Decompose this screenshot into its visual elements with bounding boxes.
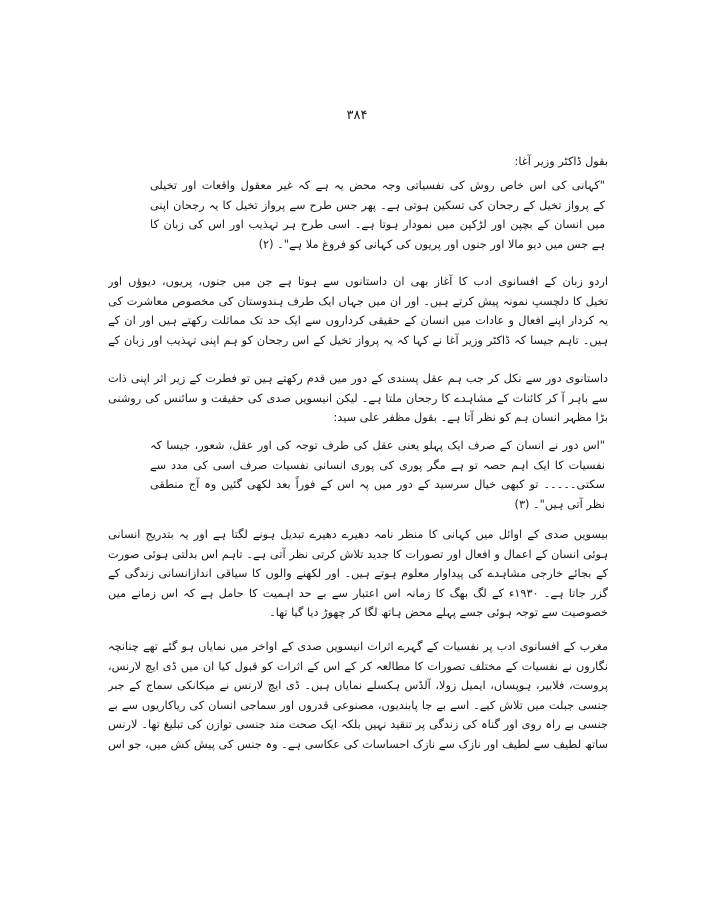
paragraph-line: یہ کردار اپنے افعال و عادات میں انسان کے حقیقی کرداروں سے ایک حد تک مماثلت رکھتے ہیں اور ان کے — [108, 314, 608, 328]
paragraph-line: نگاروں نے نفسیات کے مختلف تصورات کا مطالعہ کر کے اس کے اثرات کو قبول کیا ان میں ڈی ایچ لارنس، — [108, 659, 608, 673]
quote-line: "کہانی کی اس خاص روش کی نفسیاتی وجہ محض یہ ہے کہ غیر معقول واقعات اور تخیلی — [150, 179, 605, 192]
paragraph-line: بیسویں صدی کے اوائل میں کہانی کا منظر نامہ دھیرے دھیرے تبدیل ہونے لگتا ہے اور یہ بتدریج انسانی — [108, 528, 608, 541]
quote-line: نظر آتی ہیں"۔ (۳) — [514, 497, 605, 511]
paragraph-twentieth-century — [108, 525, 608, 623]
paragraph-line: سے باہر آ کر کائنات کے مشاہدے کا رجحان ملتا ہے۔ لیکن انیسویں صدی کی حقیقت و سائنس کی روشنی — [108, 391, 608, 405]
paragraph-western-fiction — [108, 637, 608, 755]
paragraph-line: ساتھ لطیف سے لطیف اور نازک سے نازک احساسات کی عکاسی ہے۔ وہ جنس کی پیش کش میں، جو اس — [108, 737, 608, 751]
paragraph-line: اردو زبان کے افسانوی ادب کا آغاز بھی ان داستانوں سے ہوتا ہے جن میں جنوں، پریوں، دیوؤں اور — [108, 275, 608, 288]
paragraph-line: خصوصیت سے توجہ ہوئی جسے پہلے محض ہاتھ لگا کر چھوڑ دیا گیا تھا۔ — [269, 606, 608, 620]
paragraph-line: مغرب کے افسانوی ادب پر نفسیات کے گہرے اثرات انیسویں صدی کے اواخر میں نمایاں ہو گئے تھے چنانچہ — [108, 640, 608, 653]
quote-line: میں انسان کے بچپن اور لڑکپن میں نمودار ہوتا ہے۔ اسی طرح ہر تہذیب اور اس کی زبان کا — [150, 218, 605, 232]
page-number: ۳۸۴ — [346, 108, 368, 123]
block-quote-muzaffar-ali-syed — [150, 436, 605, 514]
intro-line: بقول ڈاکٹر وزیر آغا: — [514, 155, 608, 168]
block-quote-wazir-agha — [150, 176, 605, 254]
paragraph-line: داستانوی دور سے نکل کر جب ہم عقل پسندی کے دور میں قدم رکھتے ہیں تو فطرت کے زیر اثر اپنی ذات — [108, 372, 608, 385]
paragraph-rationalism — [108, 369, 608, 428]
paragraph-line: ہیں۔ تاہم جیسا کہ ڈاکٹر وزیر آغا نے کہا کہ یہ پرواز تخیل کے اس رجحان کو ہم اپنی تہذیب اور زبان کے — [108, 333, 608, 347]
quote-line: سکتی۔۔۔۔۔ تو کبھی خیال سرسید کے دور میں پہ اس کے فوراً بعد لکھی گئیں وہ آج منطقی — [150, 478, 605, 492]
quote-line: کے پرواز تخیل کے رجحان کی تسکین ہوتی ہے۔ پھر جس طرح سے پرواز تخیل کا یہ رجحان اپنی — [150, 198, 605, 212]
paragraph-line: بڑا مظہر انسان ہم کو نظر آتا ہے۔ بقول مظفر علی سید: — [333, 411, 608, 425]
quote-line: ہے جس میں دیو مالا اور جنوں اور پریوں کی کہانی کو فروغ ملا ہے"۔ (۲) — [258, 237, 605, 251]
paragraph-line: جنسی بے راہ روی اور گناہ کی زندگی پر تنقید نہیں بلکہ ایک صحت مند جنسی توازن کی تبلیغ تھا۔ لارنس — [108, 718, 608, 732]
paragraph-line: گزر جاتا ہے۔ ۱۹۳۰ء کے لگ بھگ کا زمانہ اس اعتبار سے بے حد اہمیت کا حامل ہے کہ اس زمانے میں — [108, 586, 608, 600]
paragraph-line: جنسی جبلت میں تلاش کیے۔ اسے بے جا پابندیوں، مصنوعی قدروں اور سماجی انسان کی ریاکاریوں سے بے — [108, 698, 608, 712]
paragraph-line: تخیل کا دلچسپ نمونہ پیش کرتے ہیں۔ اور ان میں جہاں ایک طرف ہندوستان کی مخصوص معاشرت کی — [108, 294, 608, 308]
quote-line: نفسیات کا ایک اہم حصہ تو ہے مگر پوری کی پوری انسانی نفسیات صرف اسی کی مدد سے — [150, 458, 605, 472]
paragraph-line: ہوئی انسان کے اعمال و افعال اور تصورات کا جدید تلاش کرتی نظر آتی ہے۔ تاہم اس بدلتی ہوئی صورت — [108, 547, 608, 561]
paragraph-dastan — [108, 272, 608, 350]
paragraph-line: پروست، فلابیر، ہوپساں، ایمیل زولا، آلڈس ہکسلے نمایاں ہیں۔ ڈی ایچ لارنس نے میکانکی سماج کے جبر — [108, 679, 608, 693]
quote-line: "اس دور نے انسان کے صرف ایک پہلو یعنی عقل کی طرف توجہ کی اور عقل، شعور، جیسا کہ — [150, 439, 605, 452]
paragraph-line: کے بجائے خارجی مشاہدے کی پیداوار معلوم ہوتے ہیں۔ اور لکھنے والوں کا سیاقی اندازانسانی زندگی کے — [108, 567, 608, 581]
